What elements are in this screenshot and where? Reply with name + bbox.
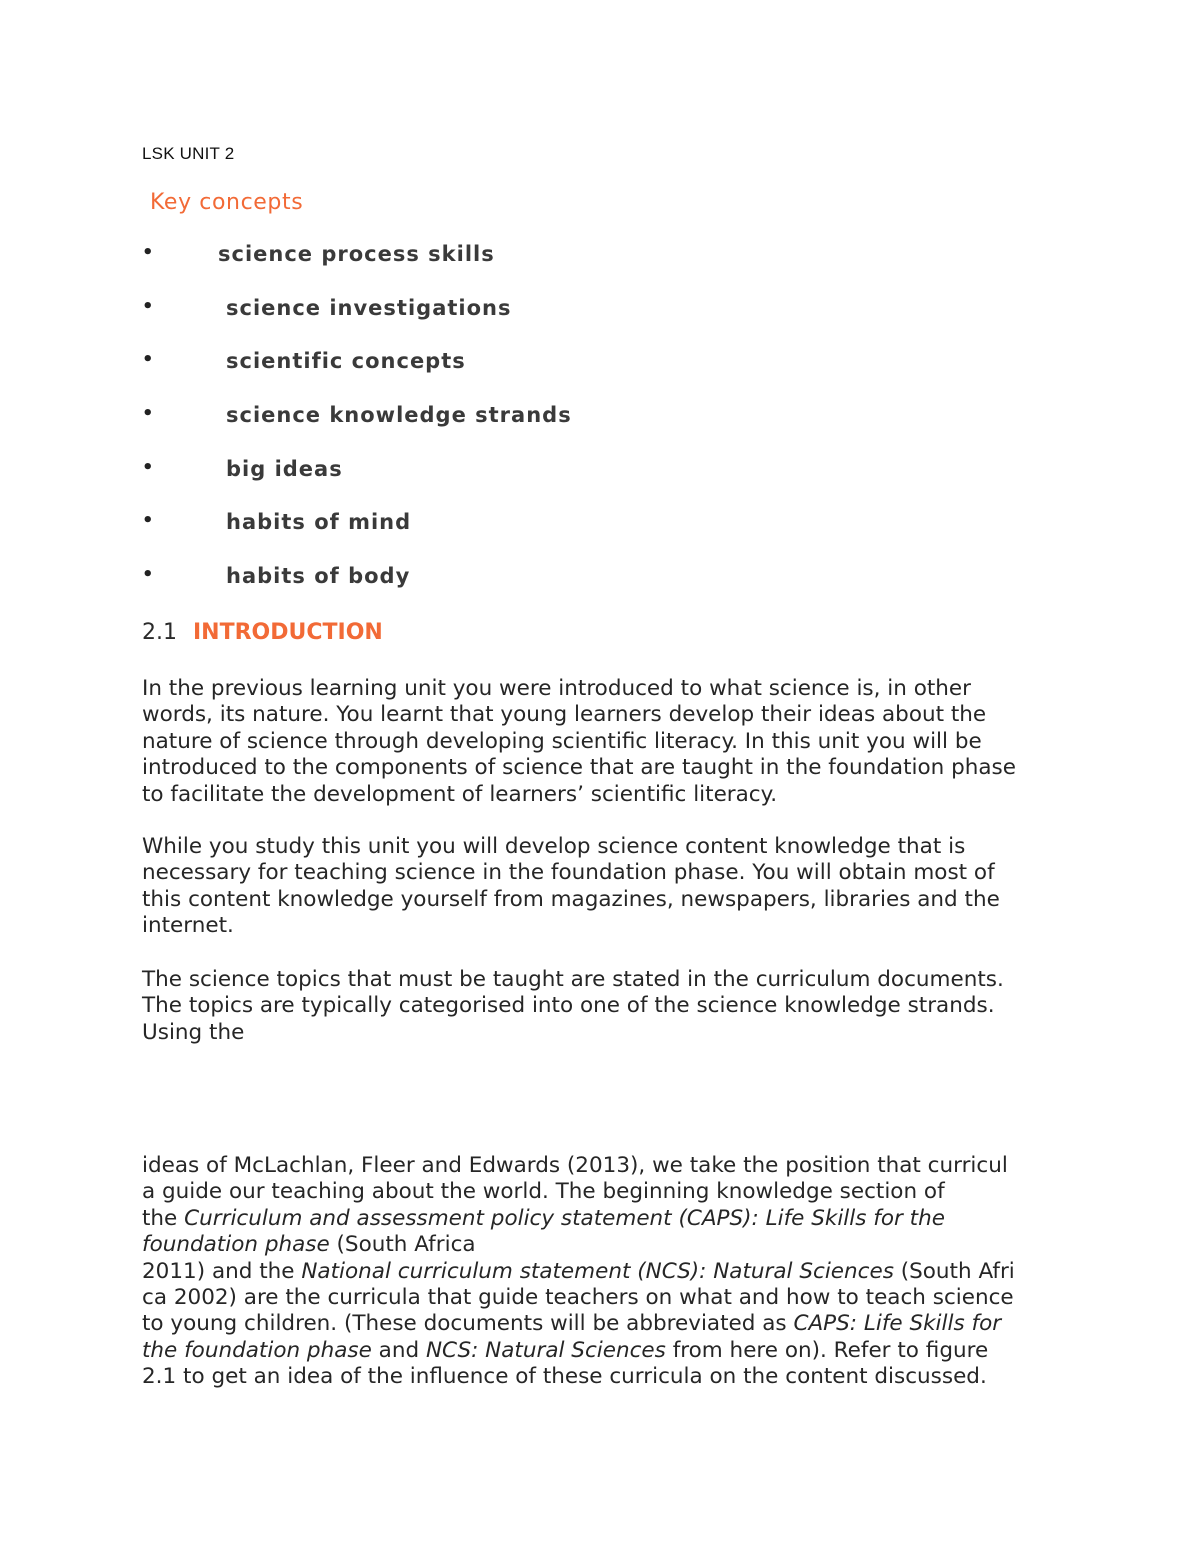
text-line: While you study this unit you will develop science content knowledge that is [142, 834, 966, 859]
caps-abbrev-italic: CAPS: Life Skills for [793, 1311, 1002, 1337]
text-line: words, its nature. You learnt that young learners develop their ideas about the [142, 702, 987, 728]
ncs-title-italic: National curriculum statement (NCS): Natural Sciences [301, 1258, 894, 1284]
concept-label: habits of body [226, 564, 411, 589]
section-number: 2.1 [142, 620, 177, 645]
text-line: internet. [142, 913, 234, 939]
caps-title-italic-cont: foundation phase [142, 1232, 330, 1258]
section-title: INTRODUCTION [193, 620, 383, 645]
concept-label: scientific concepts [226, 349, 466, 374]
text-line: nature of science through developing scientific literacy. In this unit you will be [142, 728, 982, 754]
text-fragment: and [371, 1337, 426, 1363]
concept-label: science knowledge strands [226, 403, 572, 428]
text-line: In the previous learning unit you were introduced to what science is, in other [142, 676, 971, 701]
bullet-icon: • [142, 510, 155, 532]
text-fragment: (South Africa [329, 1232, 476, 1258]
bullet-icon: • [142, 295, 155, 317]
text-fragment: to young children. (These documents will be abbreviated as [142, 1311, 794, 1337]
text-fragment: from here on). Refer to figure [665, 1337, 989, 1363]
text-line: necessary for teaching science in the foundation phase. You will obtain most of [142, 860, 995, 886]
text-fragment: (South Afri [893, 1258, 1015, 1284]
concept-label: big ideas [226, 456, 343, 481]
caps-abbrev-italic-cont: the foundation phase [142, 1337, 372, 1363]
intro-paragraph-3 [142, 967, 1072, 1046]
text-line: a guide our teaching about the world. The beginning knowledge section of [142, 1179, 945, 1205]
ncs-abbrev-italic: NCS: Natural Sciences [425, 1337, 666, 1363]
text-line: the [142, 1205, 185, 1231]
text-line: Using the [142, 1019, 245, 1045]
key-concepts-heading: Key concepts [150, 190, 304, 215]
bullet-icon: • [142, 456, 155, 478]
unit-title: LSK UNIT 2 [142, 144, 235, 163]
text-line: ca 2002) are the curricula that guide teachers on what and how to teach science [142, 1285, 1014, 1311]
concept-label: science process skills [218, 242, 495, 266]
text-line: to facilitate the development of learners’ scientific literacy. [142, 781, 778, 807]
text-line: The topics are typically categorised into one of the science knowledge strands. [142, 993, 995, 1019]
text-line: The science topics that must be taught are stated in the curriculum documents. [142, 967, 1004, 992]
caps-title-italic: Curriculum and assessment policy statement (CAPS): Life Skills for the [184, 1205, 945, 1231]
text-line: introduced to the components of science that are taught in the foundation phase [142, 755, 1016, 781]
text-fragment: 2011) and the [142, 1258, 302, 1284]
text-line: 2.1 to get an idea of the influence of these curricula on the content discussed. [142, 1364, 987, 1390]
concept-label: science investigations [226, 295, 512, 320]
bullet-icon: • [142, 403, 155, 425]
text-line: ideas of McLachlan, Fleer and Edwards (2013), we take the position that curricul [142, 1153, 1008, 1178]
bullet-icon: • [142, 564, 155, 586]
intro-paragraph-4 [142, 1153, 1072, 1391]
concept-label: habits of mind [226, 510, 412, 535]
intro-paragraph-2 [142, 834, 1072, 940]
section-heading [142, 620, 383, 645]
intro-paragraph-1 [142, 676, 1072, 808]
bullet-icon: • [142, 242, 155, 263]
bullet-icon: • [142, 349, 155, 371]
text-line: this content knowledge yourself from magazines, newspapers, libraries and the [142, 886, 1000, 912]
